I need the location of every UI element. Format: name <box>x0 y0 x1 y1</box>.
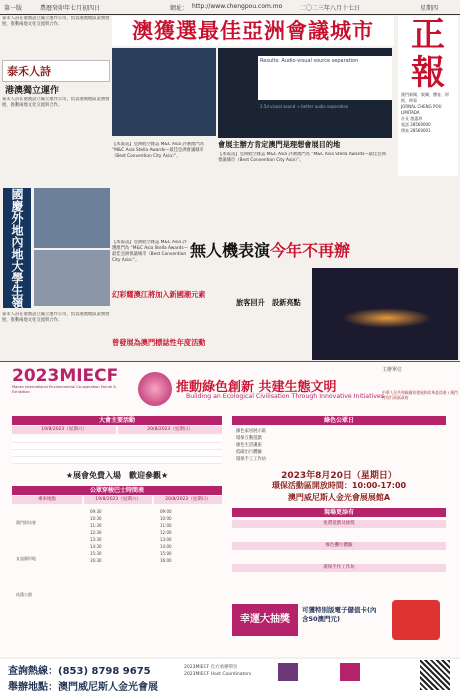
award-stage-photo <box>112 48 216 136</box>
event-venue: 澳門威尼斯人金光會展展館A <box>287 493 391 502</box>
drone-subhead-3: 曾發展為澳門標誌性年度活動 <box>112 338 206 347</box>
onsite-item: 綠色攤位體驗 <box>232 542 446 550</box>
drone-headline <box>190 238 390 264</box>
event-date: 2023年8月20日（星期日） <box>281 471 397 481</box>
onsite-title: 現場更添有 <box>232 508 446 517</box>
government-logo-icon <box>278 663 298 681</box>
ad-subtitle: 港澳獨立運作 <box>5 86 60 96</box>
shuttle-times-sat: 09:30 10:30 11:30 12:30 13:30 14:30 15:30 16:30 <box>90 509 102 563</box>
miecf-logo: 2023MIECF <box>12 366 119 386</box>
highlight-item: 綠色生活講座 <box>236 443 262 448</box>
drone-show-photo <box>312 268 458 360</box>
highlights-list <box>236 428 446 463</box>
program-day1: 19/8/2023（星期六） <box>12 426 116 434</box>
program-table <box>12 436 222 464</box>
masthead-box <box>398 16 458 176</box>
shuttle-stop: 澳門街坊會 <box>16 520 36 525</box>
shuttle-header-sat: 19/8/2023（星期六） <box>84 496 152 504</box>
convention-story-body: 【本報訊】亞洲航空雜誌 M&C Asia 評選澳門為 “M&C Asia Stella Awards—最佳亞洲會議城市（Best Convention City Asia）”。 <box>112 142 204 159</box>
left-vertical-headline: 國慶外地內地大學生嶺 <box>3 188 31 308</box>
weekday: 星期四 <box>420 5 439 12</box>
conference-photo <box>218 48 392 138</box>
student-story-body: 泰禾人詩在港澳設立獨立運作公司，負責港澳地區業務發展，推動兩地文化交流與合作。 <box>2 312 110 323</box>
credit-line-1: 2023MIECF 官方承辦單位 <box>184 665 238 670</box>
shuttle-header-sun: 20/8/2023（星期日） <box>154 496 222 504</box>
expo-slogan: 推動綠色創新 共建生態文明 <box>176 380 337 395</box>
free-entry-banner: ★展會免費入場 歡迎參觀★ <box>65 471 169 480</box>
drone-headline-b: 今年不再辦 <box>270 241 351 260</box>
ad-body: 泰禾人詩在港澳設立獨立運作公司，負責港澳地區業務發展，推動兩地文化交流與合作。 <box>2 97 110 108</box>
expo-slogan-english: Building an Ecological Civilisation Through Innovative Initiatives <box>186 393 384 400</box>
stage-caption: 2.5d visual sound → better audio separation <box>260 104 349 109</box>
presentation-slide: Results: Audio-visual source separation <box>258 56 392 100</box>
onsite-item: 免費遊戲及抽獎 <box>232 520 446 528</box>
top-info-bar <box>0 0 460 14</box>
qr-code-icon[interactable] <box>420 660 450 690</box>
web-label: 網址： <box>170 5 189 12</box>
prize-text: 可獲特別版電子儲值卡(內含50澳門元) <box>302 606 377 623</box>
highlight-item: 綠色家居展示區 <box>236 429 267 434</box>
drone-subhead-1: 旅客回升 設新亮點 <box>236 298 301 307</box>
hotline: 查詢熱線：(853) 8798 9675 <box>8 666 151 677</box>
meta-line: 傳真 28560001 <box>401 128 431 133</box>
exhibition-photo <box>34 250 110 306</box>
highlights-title: 綠色公眾日 <box>232 416 446 425</box>
credit-line-2: 2023MIECF Host Coordinators <box>184 672 252 677</box>
fireworks-glow <box>342 308 432 328</box>
page-number: 第一版 <box>4 5 23 12</box>
program-title: 大會主要活動 <box>12 416 222 425</box>
meta-line: 電話 28560000 <box>401 122 431 127</box>
ad-title: 泰禾人詩 <box>2 60 110 82</box>
shuttle-times-sun: 09:00 10:00 11:00 12:00 13:00 14:00 15:00 16:00 <box>160 509 172 563</box>
left-column <box>2 16 110 145</box>
highlight-item: 環保手工工作坊 <box>236 457 267 462</box>
issue-date: 二〇二三年八月十七日 <box>300 5 361 12</box>
program-day2: 20/8/2023（星期日） <box>118 426 222 434</box>
organizer-label: 主辦單位 <box>382 367 403 373</box>
highlight-item: 低碳出行體驗 <box>236 450 262 455</box>
organizer-name: 中華人民共和國國家發展和改革委員會 / 澳門特別行政區政府 <box>382 390 458 400</box>
flower-icon <box>138 372 172 406</box>
highlight-item: 環保互動遊戲 <box>236 436 262 441</box>
main-headline: 澳獲選最佳亞洲會議城市 <box>112 16 394 46</box>
meta-line: 澳門新聞、娛樂、體育、財經、時事 <box>401 92 449 103</box>
shuttle-stop: 友誼圓形地 <box>16 556 36 561</box>
shuttle-title: 公眾穿梭巴士時間表 <box>12 486 222 495</box>
drone-headline-a: 無人機表演 <box>190 241 271 260</box>
onsite-item: 環保手作工作坊 <box>232 564 446 572</box>
meta-line: JORNAL CHENG POU LIMITADA <box>401 104 442 115</box>
left-intro-text: 泰禾人詩在港澳設立獨立運作公司，負責港澳地區業務發展，推動兩地文化交流與合作。 <box>2 16 110 27</box>
stored-value-card-icon <box>392 600 440 640</box>
website-link[interactable]: http://www.chengpou.com.mo <box>192 3 283 10</box>
shuttle-header-stop: 乘車地點 <box>12 496 82 504</box>
top-divider <box>0 14 460 15</box>
miecf-subtitle: Macao International Environmental Co-operation Forum & Exhibition <box>12 385 117 394</box>
venue-footer: 舉辦地點：澳門威尼斯人金光會展 <box>8 682 158 693</box>
event-hours: 環保活動區開放時間：10:00-17:00 <box>271 481 407 490</box>
lottery-badge: 幸運大抽獎 <box>232 604 298 636</box>
student-group-photo <box>34 188 110 248</box>
lunar-date: 農曆癸卯年七月初四日 <box>40 5 101 12</box>
meta-line: 社長 趙惠珍 <box>401 116 423 121</box>
mid-left-body: 【本報訊】亞洲航空雜誌 M&C Asia 評選澳門為 “M&C Asia Stella Awards—最佳亞洲會議城市（Best Convention City Asia）”。 <box>112 240 188 263</box>
paper-name: 正報 <box>411 15 445 93</box>
convention-story-head: 會展主辦方肯定澳門是理想會展目的地 <box>218 140 341 149</box>
convention-story-body-2: 【本報訊】亞洲航空雜誌 M&C Asia 評選澳門為 “M&C Asia Stella Awards—最佳亞洲會議城市（Best Convention City Asia）”。 <box>218 152 386 163</box>
drone-subhead-2: 幻彩耀澳江將加入新國潮元素 <box>112 290 206 299</box>
shuttle-stop: 祐漢公園 <box>16 592 32 597</box>
partner-logo-icon <box>340 663 360 681</box>
